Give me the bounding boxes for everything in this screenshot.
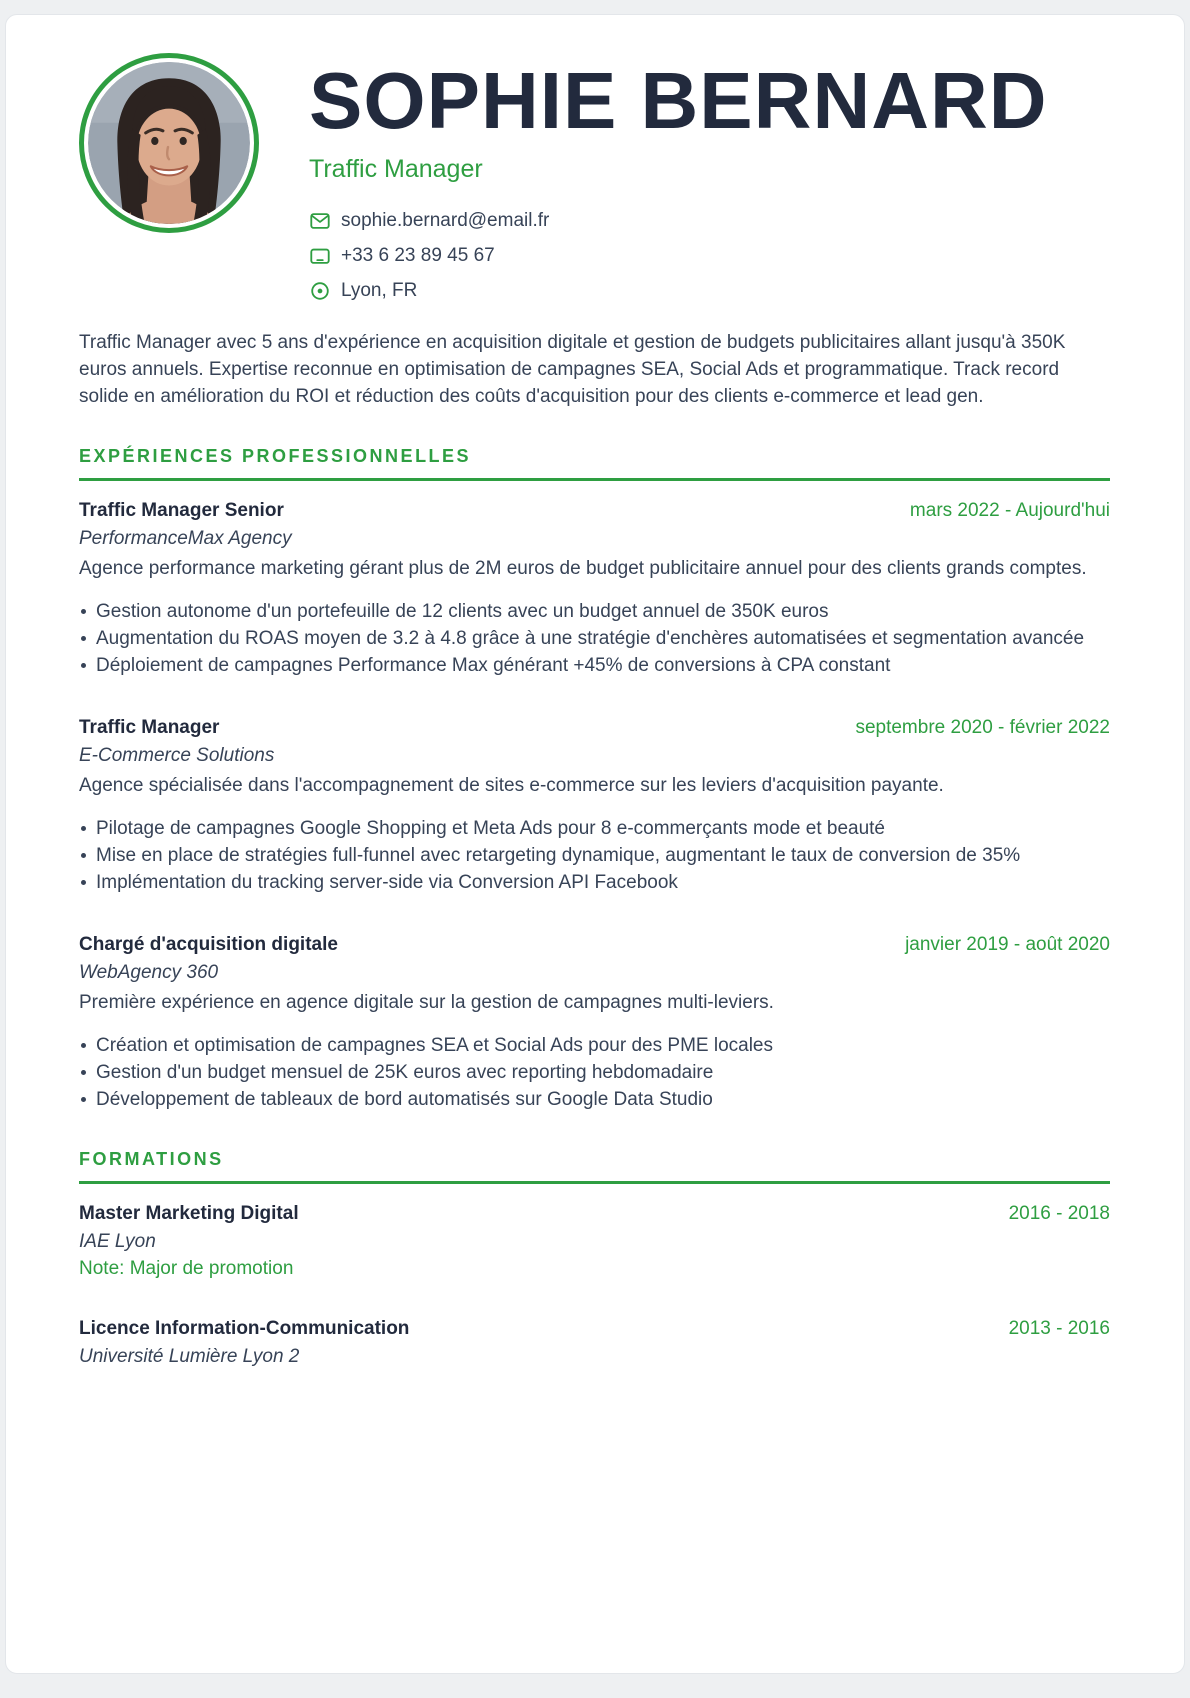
- education-entry: [79, 1203, 1110, 1280]
- job-title: Traffic Manager Senior: [79, 500, 284, 521]
- degree-dates: 2013 - 2016: [1008, 1318, 1110, 1339]
- section-experience: [79, 446, 1110, 1113]
- job-title: Chargé d'acquisition digitale: [79, 934, 338, 955]
- profile-photo-illustration: [88, 62, 250, 224]
- job-entry: [79, 500, 1110, 679]
- job-dates: mars 2022 - Aujourd'hui: [909, 500, 1110, 521]
- degree-dates: 2016 - 2018: [1008, 1203, 1110, 1224]
- resume-header: [79, 53, 1110, 315]
- job-bullet: Développement de tableaux de bord automatisés sur Google Data Studio: [79, 1086, 1110, 1113]
- job-bullet: Gestion d'un budget mensuel de 25K euros avec reporting hebdomadaire: [79, 1059, 1110, 1086]
- job-description: Agence spécialisée dans l'accompagnement de sites e-commerce sur les leviers d'acquisition payante.: [79, 775, 944, 796]
- profile-photo: [79, 53, 259, 233]
- job-title: Traffic Manager: [79, 717, 220, 738]
- contact-phone: [309, 245, 1110, 267]
- job-bullet: Pilotage de campagnes Google Shopping et Meta Ads pour 8 e-commerçants mode et beauté: [79, 815, 1110, 842]
- job-bullet: Augmentation du ROAS moyen de 3.2 à 4.8 grâce à une stratégie d'enchères automatisées et segmentation avancée: [79, 625, 1110, 652]
- education-entry: [79, 1318, 1110, 1368]
- job-company: PerformanceMax Agency: [79, 528, 292, 549]
- section-education: [79, 1149, 1110, 1368]
- job-bullet: Création et optimisation de campagnes SEA et Social Ads pour des PME locales: [79, 1032, 1110, 1059]
- job-dates: septembre 2020 - février 2022: [855, 717, 1110, 738]
- job-bullet-list: [79, 598, 1110, 679]
- contact-location: [309, 280, 1110, 302]
- degree-note: Note: Major de promotion: [79, 1258, 294, 1279]
- mail-icon: [309, 210, 331, 232]
- section-divider: [79, 1181, 1110, 1184]
- job-company: E-Commerce Solutions: [79, 745, 275, 766]
- job-bullet: Mise en place de stratégies full-funnel avec retargeting dynamique, augmentant le taux de conversion de 35%: [79, 842, 1110, 869]
- job-entry: [79, 934, 1110, 1113]
- job-bullet: Implémentation du tracking server-side via Conversion API Facebook: [79, 869, 1110, 896]
- job-description: Première expérience en agence digitale sur la gestion de campagnes multi-leviers.: [79, 992, 774, 1013]
- profile-summary: Traffic Manager avec 5 ans d'expérience en acquisition digitale et gestion de budgets publicitaires allant jusqu'à 350K euros annuels. Expertise reconnue en optimisation de campagnes SEA, Social Ads et programmatique. Track record solide en amélioration du ROI et réduction des coûts d'acquisition pour des clients e-commerce et lead gen.: [79, 332, 1066, 407]
- experience-heading: EXPÉRIENCES PROFESSIONNELLES: [79, 446, 472, 466]
- school-name: IAE Lyon: [79, 1231, 156, 1252]
- section-divider: [79, 478, 1110, 481]
- job-entry: [79, 717, 1110, 896]
- job-bullet-list: [79, 815, 1110, 896]
- job-bullet: Gestion autonome d'un portefeuille de 12 clients avec un budget annuel de 350K euros: [79, 598, 1110, 625]
- degree-title: Licence Information-Communication: [79, 1318, 410, 1339]
- job-bullet-list: [79, 1032, 1110, 1113]
- contact-email: [309, 210, 1110, 232]
- education-heading: FORMATIONS: [79, 1149, 224, 1169]
- job-bullet: Déploiement de campagnes Performance Max générant +45% de conversions à CPA constant: [79, 652, 1110, 679]
- contact-list: [309, 210, 1110, 302]
- candidate-name: SOPHIE BERNARD: [309, 56, 1048, 145]
- contact-email-value: sophie.bernard@email.fr: [341, 210, 550, 231]
- candidate-job-title: Traffic Manager: [309, 155, 483, 183]
- resume-page: [5, 14, 1185, 1674]
- contact-location-value: Lyon, FR: [341, 280, 418, 301]
- contact-phone-value: +33 6 23 89 45 67: [341, 245, 495, 266]
- job-description: Agence performance marketing gérant plus de 2M euros de budget publicitaire annuel pour des clients grands comptes.: [79, 558, 1087, 579]
- job-dates: janvier 2019 - août 2020: [905, 934, 1110, 955]
- degree-title: Master Marketing Digital: [79, 1203, 299, 1224]
- phone-icon: [309, 245, 331, 267]
- school-name: Université Lumière Lyon 2: [79, 1346, 300, 1367]
- location-pin-icon: [309, 280, 331, 302]
- job-company: WebAgency 360: [79, 962, 219, 983]
